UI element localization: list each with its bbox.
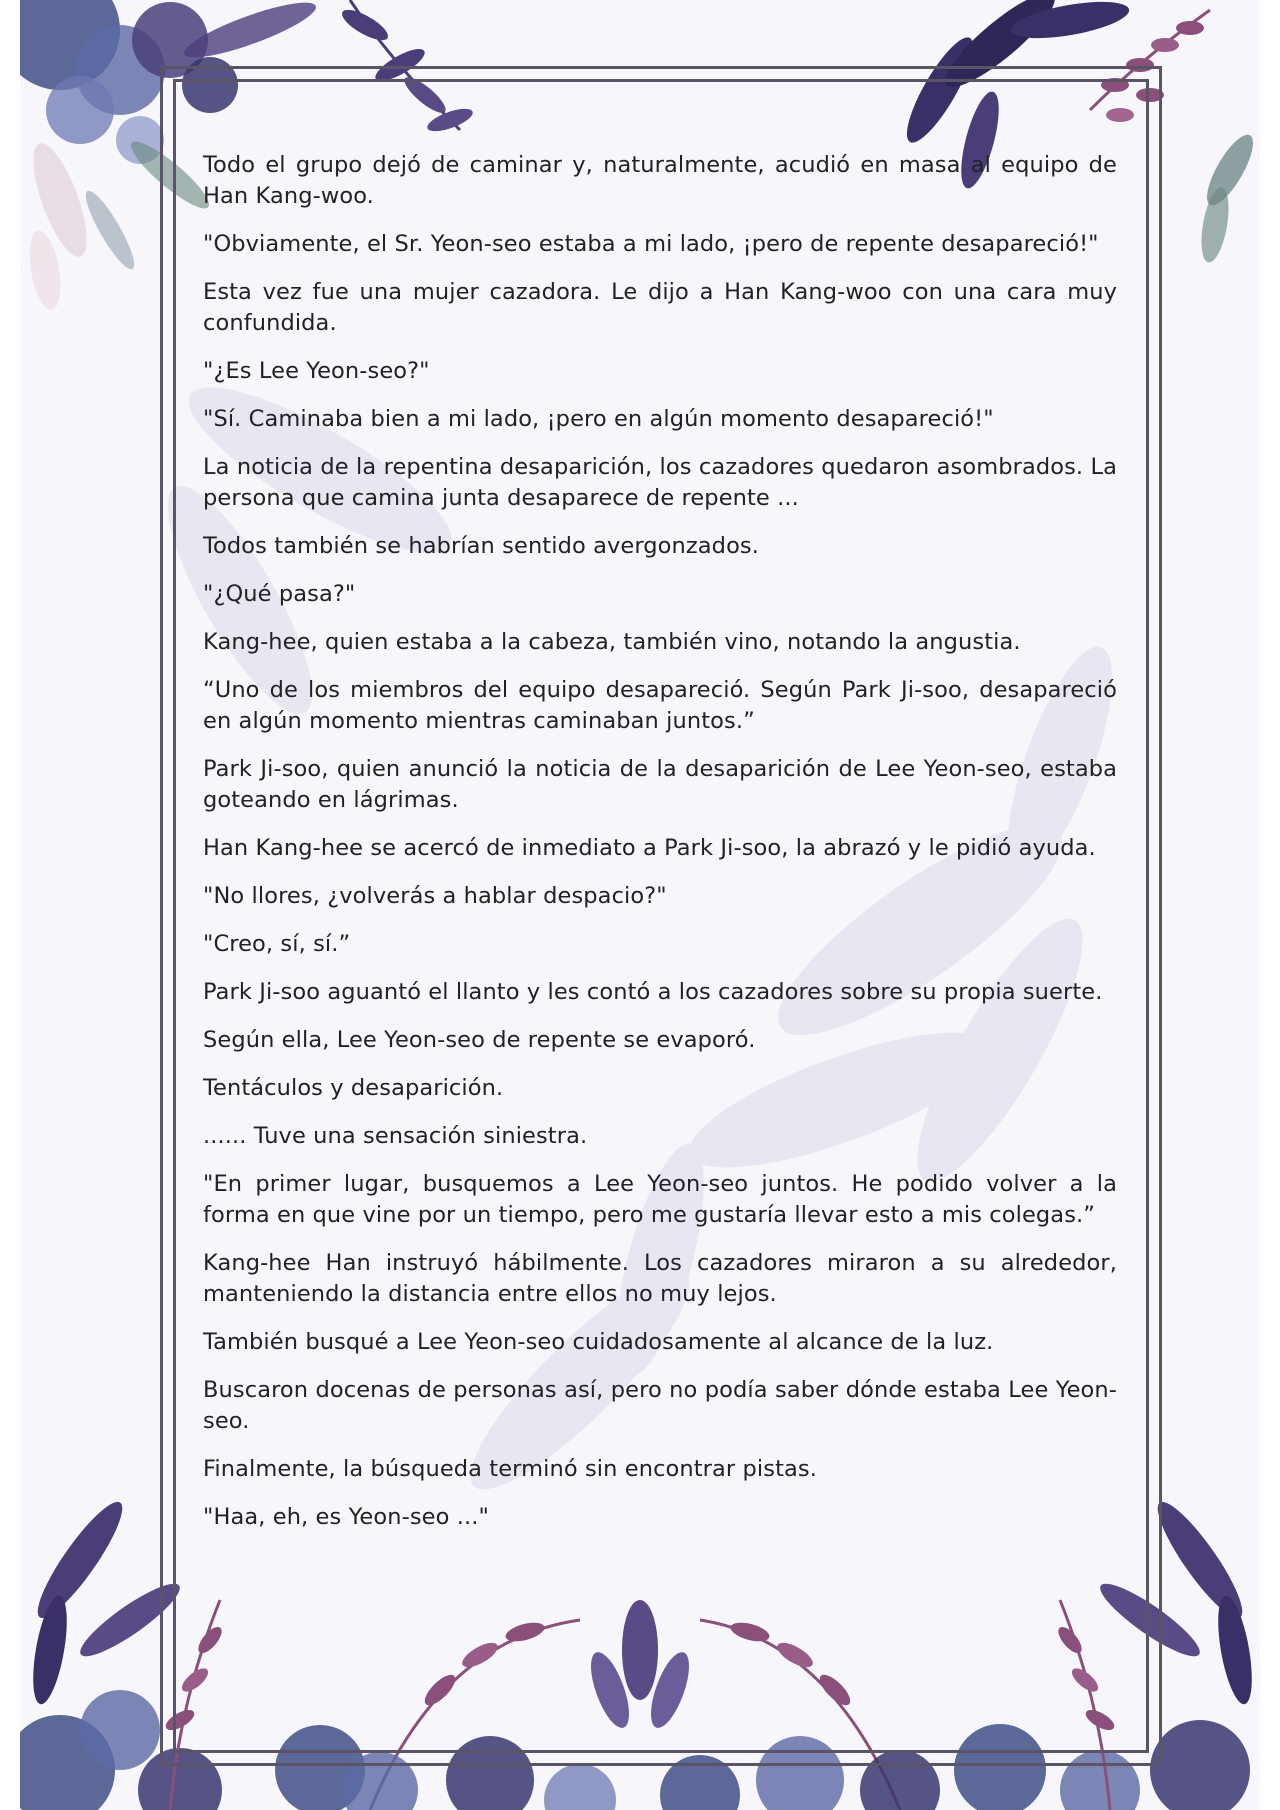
paragraph: Esta vez fue una mujer cazadora. Le dijo a Han Kang-woo con una cara muy confundida. (203, 279, 1117, 336)
paragraph: "No llores, ¿volverás a hablar despacio?" (203, 883, 667, 909)
paragraph: "¿Es Lee Yeon-seo?" (203, 358, 430, 384)
paragraph: "En primer lugar, busquemos a Lee Yeon-seo juntos. He podido volver a la forma en que vine por un tiempo, pero me gustaría llevar esto a mis colegas.” (203, 1171, 1117, 1228)
paragraph: La noticia de la repentina desaparición, los cazadores quedaron asombrados. La persona que camina junta desaparece de repente ... (203, 454, 1117, 511)
paragraph: Park Ji-soo, quien anunció la noticia de la desaparición de Lee Yeon-seo, estaba goteando en lágrimas. (203, 756, 1117, 813)
paragraph: “Uno de los miembros del equipo desapareció. Según Park Ji-soo, desapareció en algún momento mientras caminaban juntos.” (203, 677, 1117, 734)
paragraph: Han Kang-hee se acercó de inmediato a Park Ji-soo, la abrazó y le pidió ayuda. (203, 835, 1096, 861)
paragraph: "Creo, sí, sí.” (203, 931, 351, 957)
paragraph: Finalmente, la búsqueda terminó sin encontrar pistas. (203, 1456, 817, 1482)
paragraph: Kang-hee Han instruyó hábilmente. Los cazadores miraron a su alrededor, manteniendo la distancia entre ellos no muy lejos. (203, 1250, 1117, 1307)
paragraph: "¿Qué pasa?" (203, 581, 356, 607)
document-page (20, 0, 1260, 1810)
paragraph: Según ella, Lee Yeon-seo de repente se evaporó. (203, 1027, 756, 1053)
paragraph: Kang-hee, quien estaba a la cabeza, también vino, notando la angustia. (203, 629, 1021, 655)
story-text (203, 150, 1117, 1550)
paragraph: Tentáculos y desaparición. (203, 1075, 504, 1101)
paragraph: Todo el grupo dejó de caminar y, naturalmente, acudió en masa al equipo de Han Kang-woo. (203, 152, 1117, 209)
paragraph: "Haa, eh, es Yeon-seo ..." (203, 1504, 489, 1530)
paragraph: Todos también se habrían sentido avergonzados. (203, 533, 760, 559)
paragraph: Park Ji-soo aguantó el llanto y les contó a los cazadores sobre su propia suerte. (203, 979, 1103, 1005)
paragraph: Buscaron docenas de personas así, pero no podía saber dónde estaba Lee Yeon-seo. (203, 1377, 1117, 1434)
paragraph: ...... Tuve una sensación siniestra. (203, 1123, 588, 1149)
paragraph: También busqué a Lee Yeon-seo cuidadosamente al alcance de la luz. (203, 1329, 994, 1355)
paragraph: "Obviamente, el Sr. Yeon-seo estaba a mi lado, ¡pero de repente desapareció!" (203, 231, 1099, 257)
paragraph: "Sí. Caminaba bien a mi lado, ¡pero en algún momento desapareció!" (203, 406, 994, 432)
